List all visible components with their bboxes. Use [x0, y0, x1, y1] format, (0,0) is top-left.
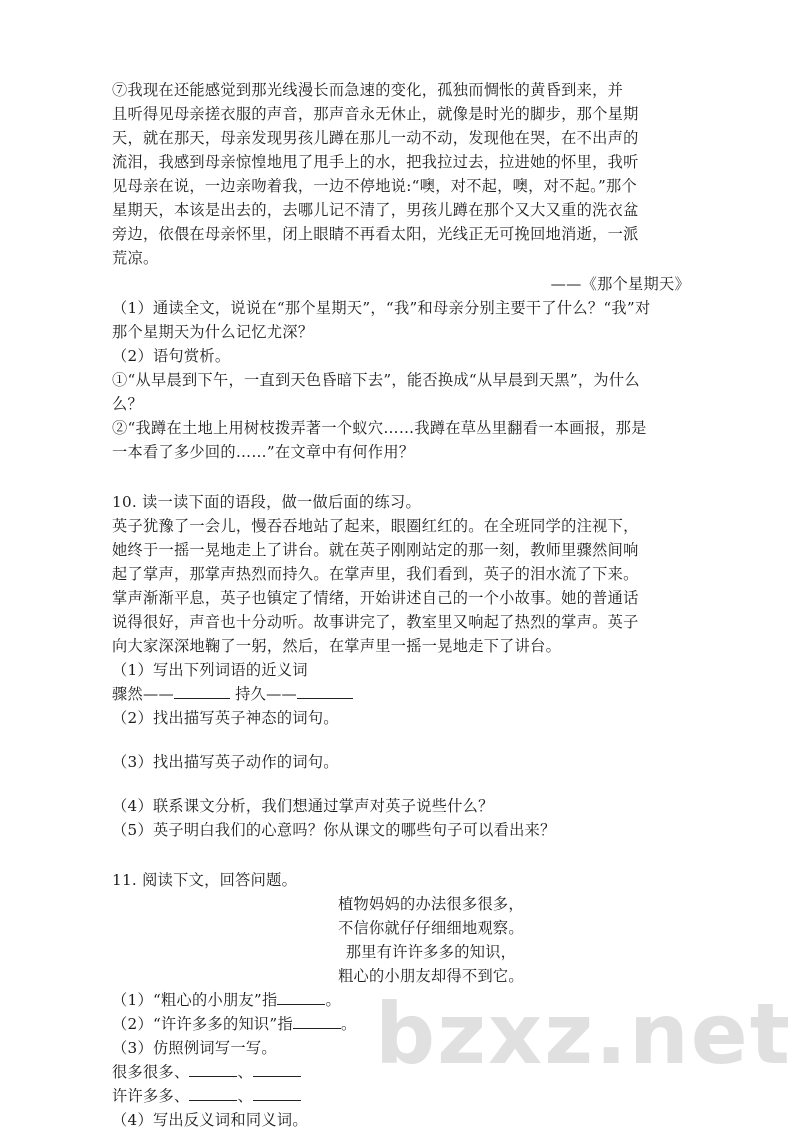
watermark: bzxz.net: [375, 985, 792, 1083]
question-9-1: （1）通读全文，说说在“那个星期天”，“我”和母亲分别主要干了什么？“我”对: [112, 299, 651, 317]
answer-blank[interactable]: [174, 684, 230, 699]
answer-blank[interactable]: [277, 990, 325, 1005]
passage-line: 旁边，依偎在母亲怀里，闭上眼睛不再看太阳，光线正无可挽回地消逝，一派: [112, 225, 639, 243]
answer-blank[interactable]: [189, 1086, 237, 1101]
passage-line: 见母亲在说，一边亲吻着我，一边不停地说:“噢，对不起，噢，对不起。”那个: [112, 177, 638, 195]
q10-passage: [112, 514, 690, 658]
passage-line: 荒凉。: [112, 249, 159, 267]
passage-line: 且听得见母亲搓衣服的声音，那声音永无休止，就像是时光的脚步，那个星期: [112, 105, 639, 123]
example-row-2: [112, 1084, 690, 1108]
passage-line: 流泪，我感到母亲惊惶地甩了甩手上的水，把我拉过去，拉进她的怀里，我听: [112, 153, 639, 171]
passage-source: ——《那个星期天》: [550, 275, 690, 293]
poem-line: 植物妈妈的办法很多很多，: [338, 895, 524, 913]
separator: 、: [237, 1063, 253, 1081]
answer-blank[interactable]: [189, 1062, 237, 1077]
question-11-3: （3）仿照例词写一写。: [112, 1039, 277, 1057]
poem-line: 不信你就仔仔细细地观察。: [338, 919, 524, 937]
question-10-4: （4）联系课文分析，我们想通过掌声对英子说些什么？: [112, 797, 494, 815]
question-9-2-a: ①“从早晨到下午，一直到天色昏暗下去”，能否换成“从早晨到天黑”，为什么: [112, 371, 640, 389]
question-text: （2）“许许多多的知识”指: [112, 1015, 293, 1033]
question-10-5: （5）英子明白我们的心意吗？你从课文的哪些句子可以看出来？: [112, 821, 556, 839]
question-9-1-cont: 那个星期天为什么记忆尤深？: [112, 323, 314, 341]
poem-line: 那里有许许多多的知识，: [345, 943, 517, 961]
answer-blank[interactable]: [293, 1014, 341, 1029]
synonym-word-b: 持久——: [235, 685, 298, 703]
passage-line: ⑦我现在还能感觉到那光线漫长而急速的变化，孤独而惆怅的黄昏到来，并: [112, 81, 624, 99]
answer-blank[interactable]: [253, 1086, 301, 1101]
period: 。: [340, 1015, 357, 1033]
passage-excerpt: [112, 78, 690, 270]
example-word: 很多很多、: [112, 1063, 190, 1081]
answer-blank[interactable]: [253, 1062, 301, 1077]
poem-line: 粗心的小朋友却得不到它。: [338, 967, 524, 985]
synonym-row: [112, 682, 690, 706]
question-11-4: （4）写出反义词和同义词。: [112, 1111, 308, 1129]
question-9-2-a-cont: 么？: [112, 395, 143, 413]
question-text: （1）“粗心的小朋友”指: [112, 991, 278, 1009]
passage-line: 掌声渐渐平息，英子也镇定了情绪，开始讲述自己的一个小故事。她的普通话: [112, 589, 639, 607]
worksheet-page: [112, 78, 690, 1132]
answer-blank[interactable]: [297, 684, 353, 699]
synonym-word-a: 骤然——: [112, 685, 174, 703]
question-11-heading: 11. 阅读下文，回答问题。: [112, 871, 298, 889]
period: 。: [325, 991, 341, 1009]
passage-line: 星期天，本该是出去的，去哪儿记不清了，男孩儿蹲在那个又大又重的洗衣盆: [112, 201, 639, 219]
passage-line: 向大家深深地鞠了一躬，然后，在掌声里一摇一晃地走下了讲台。: [112, 637, 562, 655]
passage-line: 她终于一摇一晃地走上了讲台。就在英子刚刚站定的那一刻，教师里骤然间响: [112, 541, 639, 559]
passage-line: 起了掌声，那掌声热烈而持久。在掌声里，我们看到，英子的泪水流了下来。: [112, 565, 639, 583]
passage-line: 英子犹豫了一会儿，慢吞吞地站了起来，眼圈红红的。在全班同学的注视下，: [112, 517, 639, 535]
question-9-2: （2）语句赏析。: [112, 347, 231, 365]
question-10-1: （1）写出下列词语的近义词: [112, 661, 308, 679]
question-10-heading: 10. 读一读下面的语段，做一做后面的练习。: [112, 493, 421, 511]
separator: 、: [237, 1087, 253, 1105]
question-9-2-b: ②“我蹲在土地上用树枝拨弄著一个蚁穴……我蹲在草丛里翻看一本画报，那是: [112, 419, 647, 437]
passage-line: 说得很好，声音也十分动听。故事讲完了，教室里又响起了热烈的掌声。英子: [112, 613, 639, 631]
example-word: 许许多多、: [112, 1087, 190, 1105]
passage-line: 天，就在那天，母亲发现男孩儿蹲在那儿一动不动，发现他在哭，在不出声的: [112, 129, 639, 147]
question-10-3: （3）找出描写英子动作的词句。: [112, 753, 339, 771]
question-10-2: （2）找出描写英子神态的词句。: [112, 709, 339, 727]
poem: [112, 892, 690, 988]
question-9-2-b-cont: 一本看了多少回的……”在文章中有何作用？: [112, 443, 415, 461]
